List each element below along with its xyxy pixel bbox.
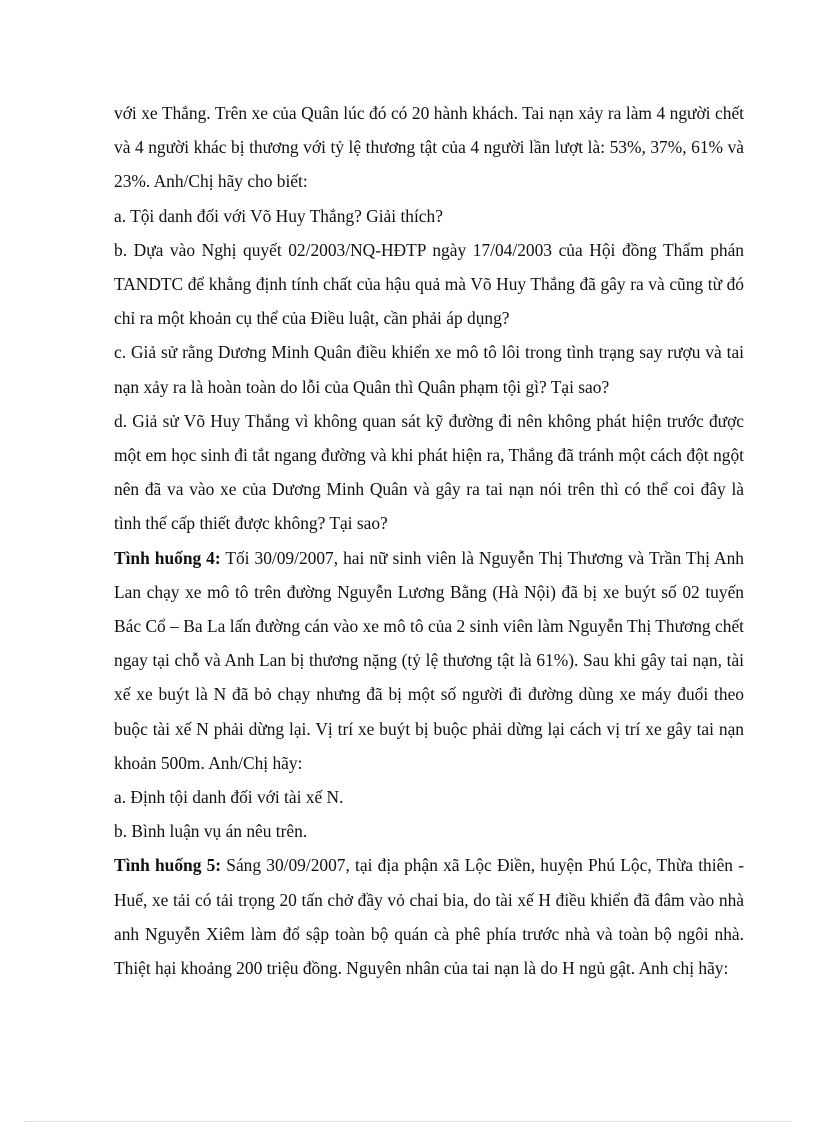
case-5-paragraph	[114, 848, 744, 985]
case-4-question-b: b. Bình luận vụ án nêu trên.	[114, 821, 308, 842]
case-4-heading: Tình huống 4:	[114, 547, 221, 568]
case-5-text: Sáng 30/09/2007, tại địa phận xã Lộc Điền, huyện Phú Lộc, Thừa thiên - Huế, xe tải có tải trọng 20 tấn chở đầy vỏ chai bia, do tài xế H điều khiển đã đâm vào nhà anh Nguyễn Xiêm làm đổ sập toàn bộ quán cà phê phía trước nhà và toàn bộ ngôi nhà. Thiệt hại khoảng 200 triệu đồng. Nguyên nhân của tai nạn là do H ngủ gật. Anh chị hãy:	[114, 855, 744, 979]
question-b: b. Dựa vào Nghị quyết 02/2003/NQ-HĐTP ngày 17/04/2003 của Hội đồng Thẩm phán TANDTC để khẳng định tính chất của hậu quả mà Võ Huy Thắng đã gây ra và cũng từ đó chỉ ra một khoản cụ thể của Điều luật, cần phải áp dụng?	[114, 239, 744, 329]
case-4-text: Tối 30/09/2007, hai nữ sinh viên là Nguyễn Thị Thương và Trần Thị Anh Lan chạy xe mô tô trên đường Nguyễn Lương Bằng (Hà Nội) đã bị xe buýt số 02 tuyến Bác Cổ – Ba La lấn đường cán vào xe mô tô của 2 sinh viên làm Nguyễn Thị Thương chết ngay tại chỗ và Anh Lan bị thương nặng (tỷ lệ thương tật là 61%). Sau khi gây tai nạn, tài xế xe buýt là N đã bỏ chạy nhưng đã bị một số người đi đường dùng xe máy đuổi theo buộc tài xế N phải dừng lại. Vị trí xe buýt bị buộc phải dừng lại cách vị trí xe gây tai nạn khoản 500m. Anh/Chị hãy:	[114, 547, 744, 773]
case-4-question-a: a. Định tội danh đối với tài xế N.	[114, 787, 344, 808]
question-d: d. Giả sử Võ Huy Thắng vì không quan sát kỹ đường đi nên không phát hiện trước được một em học sinh đi tắt ngang đường và khi phát hiện ra, Thắng đã tránh một cách đột ngột nên đã va vào xe của Dương Minh Quân và gây ra tai nạn nói trên thì có thể coi đây là tình thế cấp thiết được không? Tại sao?	[114, 410, 744, 534]
question-a: a. Tội danh đối với Võ Huy Thắng? Giải thích?	[114, 205, 443, 226]
case-4-paragraph	[114, 541, 744, 780]
question-c: c. Giả sử rằng Dương Minh Quân điều khiển xe mô tô lôi trong tình trạng say rượu và tai nạn xảy ra là hoàn toàn do lỗi của Quân thì Quân phạm tội gì? Tại sao?	[114, 342, 744, 397]
case-5-heading: Tình huống 5:	[114, 855, 222, 876]
page-bottom-divider	[24, 1121, 792, 1122]
paragraph-context: với xe Thắng. Trên xe của Quân lúc đó có 20 hành khách. Tai nạn xảy ra làm 4 người chết và 4 người khác bị thương với tỷ lệ thương tật của 4 người lần lượt là: 53%, 37%, 61% và 23%. Anh/Chị hãy cho biết:	[114, 103, 744, 192]
document-body	[114, 96, 744, 985]
